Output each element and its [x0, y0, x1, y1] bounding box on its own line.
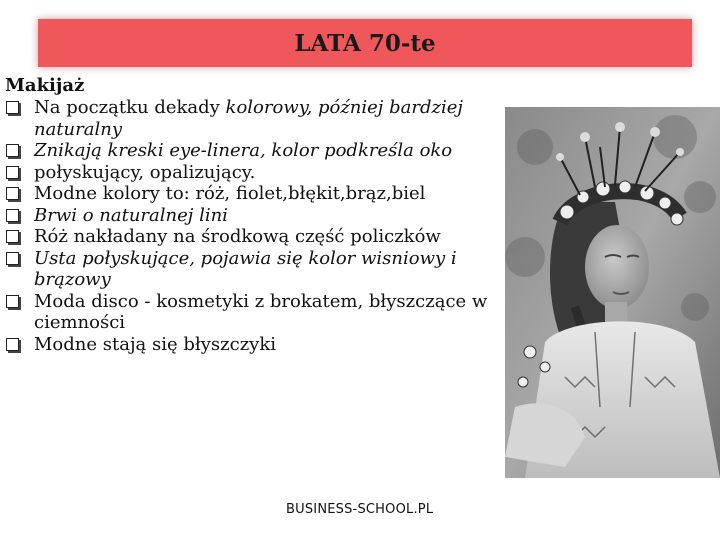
bullet-text: Na początku dekady [34, 97, 226, 118]
bullet-text-italic: Brwi o naturalnej lini [34, 204, 228, 226]
bullet-item [5, 248, 510, 291]
bullet-text: Róż nakładany na środkową część policzków [34, 226, 441, 247]
photo-woman-flower-wreath [505, 107, 720, 478]
checkbox-bullet-icon [6, 338, 19, 351]
bullet-text-italic: kolorowy, później bardziej naturalny [34, 97, 463, 140]
title-bar [38, 19, 692, 67]
bullet-item [5, 140, 510, 162]
checkbox-bullet-icon [6, 295, 19, 308]
bullet-text: Modne kolory to: róż, fiolet,błękit,brąz,biel [34, 183, 426, 204]
checkbox-bullet-icon [6, 187, 19, 200]
bullet-text-italic: Znikają kreski eye-linera, kolor podkreśla oko [34, 140, 453, 161]
bullet-text: Modne stają się błyszczyki [34, 333, 277, 355]
bullet-item [5, 183, 510, 205]
bullet-item [5, 226, 510, 248]
checkbox-bullet-icon [6, 101, 19, 114]
checkbox-bullet-icon [6, 144, 19, 157]
checkbox-bullet-icon [6, 166, 19, 179]
bullet-item [5, 97, 510, 140]
bullet-text: połyskujący, opalizujący. [34, 161, 256, 183]
bullet-text-italic: Usta połyskujące, pojawia się kolor wisniowy i brązowy [34, 247, 457, 290]
bullet-item [5, 334, 510, 356]
checkbox-bullet-icon [6, 209, 19, 222]
bullet-list [5, 97, 510, 355]
face [585, 225, 649, 309]
bullet-item [5, 205, 510, 227]
checkbox-bullet-icon [6, 252, 19, 265]
checkbox-bullet-icon [6, 230, 19, 243]
slide-title: LATA 70-te [294, 30, 436, 57]
bullet-text: Moda disco - kosmetyki z brokatem, błyszczące w ciemności [34, 290, 488, 333]
section-heading: Makijaż [5, 75, 85, 96]
footer-source: BUSINESS-SCHOOL.PL [286, 502, 434, 517]
bullet-item [5, 291, 510, 334]
bullet-item [5, 162, 510, 184]
